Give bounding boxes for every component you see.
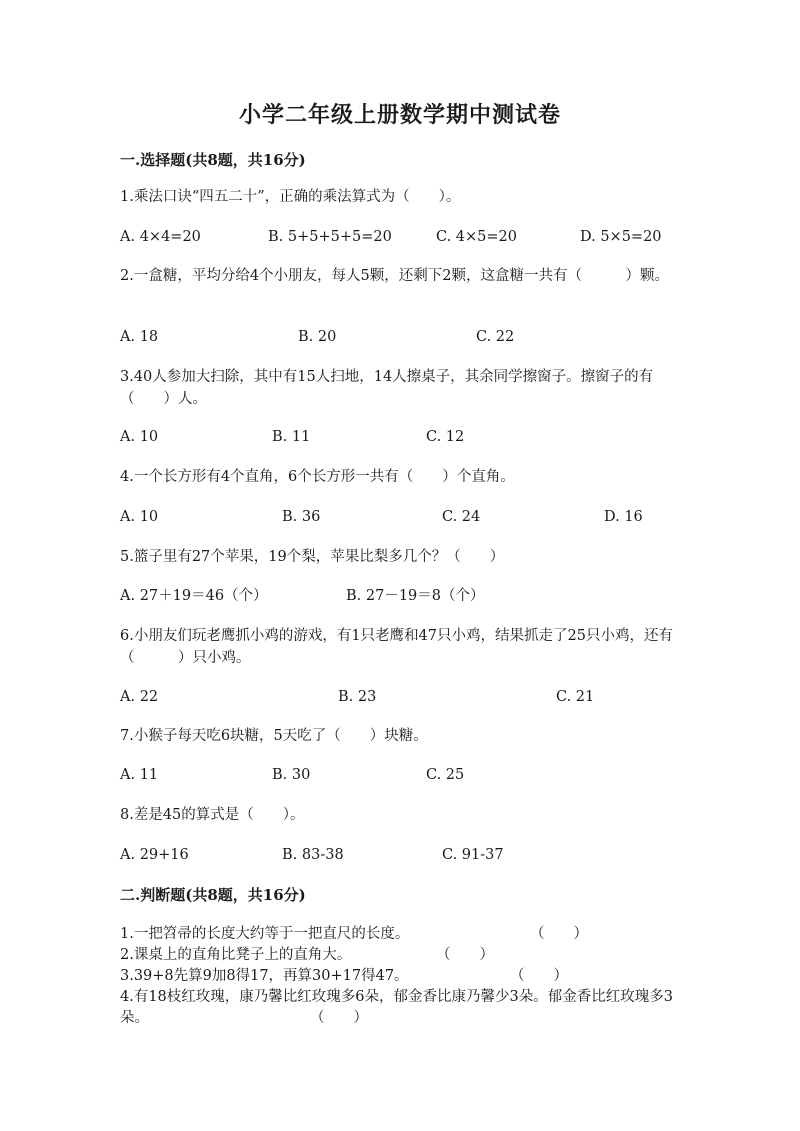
question-8-option-a: A. 29+16	[120, 847, 189, 863]
judge-item-3-text: 3.39+8先算9加8得17，再算30+17得47。	[120, 968, 409, 984]
judge-item-4-answer: （ ）	[310, 1010, 368, 1026]
question-4-option-b: B. 36	[282, 509, 321, 525]
question-6-option-c: C. 21	[556, 689, 595, 705]
page-title: 小学二年级上册数学期中测试卷	[238, 102, 561, 128]
question-4-option-d: D. 16	[604, 509, 643, 525]
question-1-option-a: A. 4×4=20	[120, 229, 201, 245]
question-7-option-c: C. 25	[426, 767, 465, 783]
judge-item-3-answer: （ ）	[510, 968, 568, 984]
judge-item-2-text: 2.课桌上的直角比凳子上的直角大。	[120, 947, 352, 963]
question-8-text: 8.差是45的算式是（ ）。	[120, 807, 305, 823]
judge-item-2-answer: （ ）	[436, 947, 494, 963]
question-8-option-c: C. 91-37	[442, 847, 504, 863]
question-1-text: 1.乘法口诀“四五二十”，正确的乘法算式为（ ）。	[120, 189, 461, 205]
question-1-option-d: D. 5×5=20	[580, 229, 662, 245]
section-heading-judgement: 二.判断题(共8题，共16分)	[120, 886, 306, 904]
question-3-option-b: B. 11	[272, 429, 311, 445]
question-3-option-a: A. 10	[120, 429, 159, 445]
question-3-option-c: C. 12	[426, 429, 465, 445]
question-8-option-b: B. 83-38	[282, 847, 344, 863]
question-3-text: 3.40人参加大扫除，其中有15人扫地，14人擦桌子，其余同学擦窗子。擦窗子的有（ ）人。	[120, 369, 654, 407]
question-2-option-c: C. 22	[476, 329, 515, 345]
judge-item-1-text: 1.一把笤帚的长度大约等于一把直尺的长度。	[120, 926, 410, 942]
section-heading-choice: 一.选择题(共8题，共16分)	[120, 151, 306, 169]
question-7-option-b: B. 30	[272, 767, 311, 783]
question-7-option-a: A. 11	[120, 767, 159, 783]
question-5-option-b: B. 27－19＝8（个）	[346, 588, 485, 604]
judge-item-1-answer: （ ）	[530, 926, 588, 942]
question-4-text: 4.一个长方形有4个直角，6个长方形一共有（ ）个直角。	[120, 469, 515, 485]
question-1-option-c: C. 4×5=20	[436, 229, 517, 245]
question-1-option-b: B. 5+5+5+5=20	[268, 229, 392, 245]
question-6-option-b: B. 23	[338, 689, 377, 705]
question-2-text: 2.一盒糖，平均分给4个小朋友，每人5颗，还剩下2颗，这盒糖一共有（ ）颗。	[120, 268, 670, 284]
question-7-text: 7.小猴子每天吃6块糖，5天吃了（ ）块糖。	[120, 728, 428, 744]
question-4-option-c: C. 24	[442, 509, 481, 525]
question-6-option-a: A. 22	[120, 689, 159, 705]
question-6-text: 6.小朋友们玩老鹰抓小鸡的游戏，有1只老鹰和47只小鸡，结果抓走了25只小鸡，还有（ ）只小鸡。	[120, 628, 673, 666]
question-5-option-a: A. 27＋19＝46（个）	[120, 588, 268, 604]
question-2-option-a: A. 18	[120, 329, 159, 345]
question-2-option-b: B. 20	[298, 329, 337, 345]
question-4-option-a: A. 10	[120, 509, 159, 525]
judge-item-4-text: 4.有18枝红玫瑰，康乃馨比红玫瑰多6朵，郁金香比康乃馨少3朵。郁金香比红玫瑰多3朵。	[120, 989, 673, 1026]
question-5-text: 5.篮子里有27个苹果，19个梨，苹果比梨多几个？（ ）	[120, 549, 505, 565]
